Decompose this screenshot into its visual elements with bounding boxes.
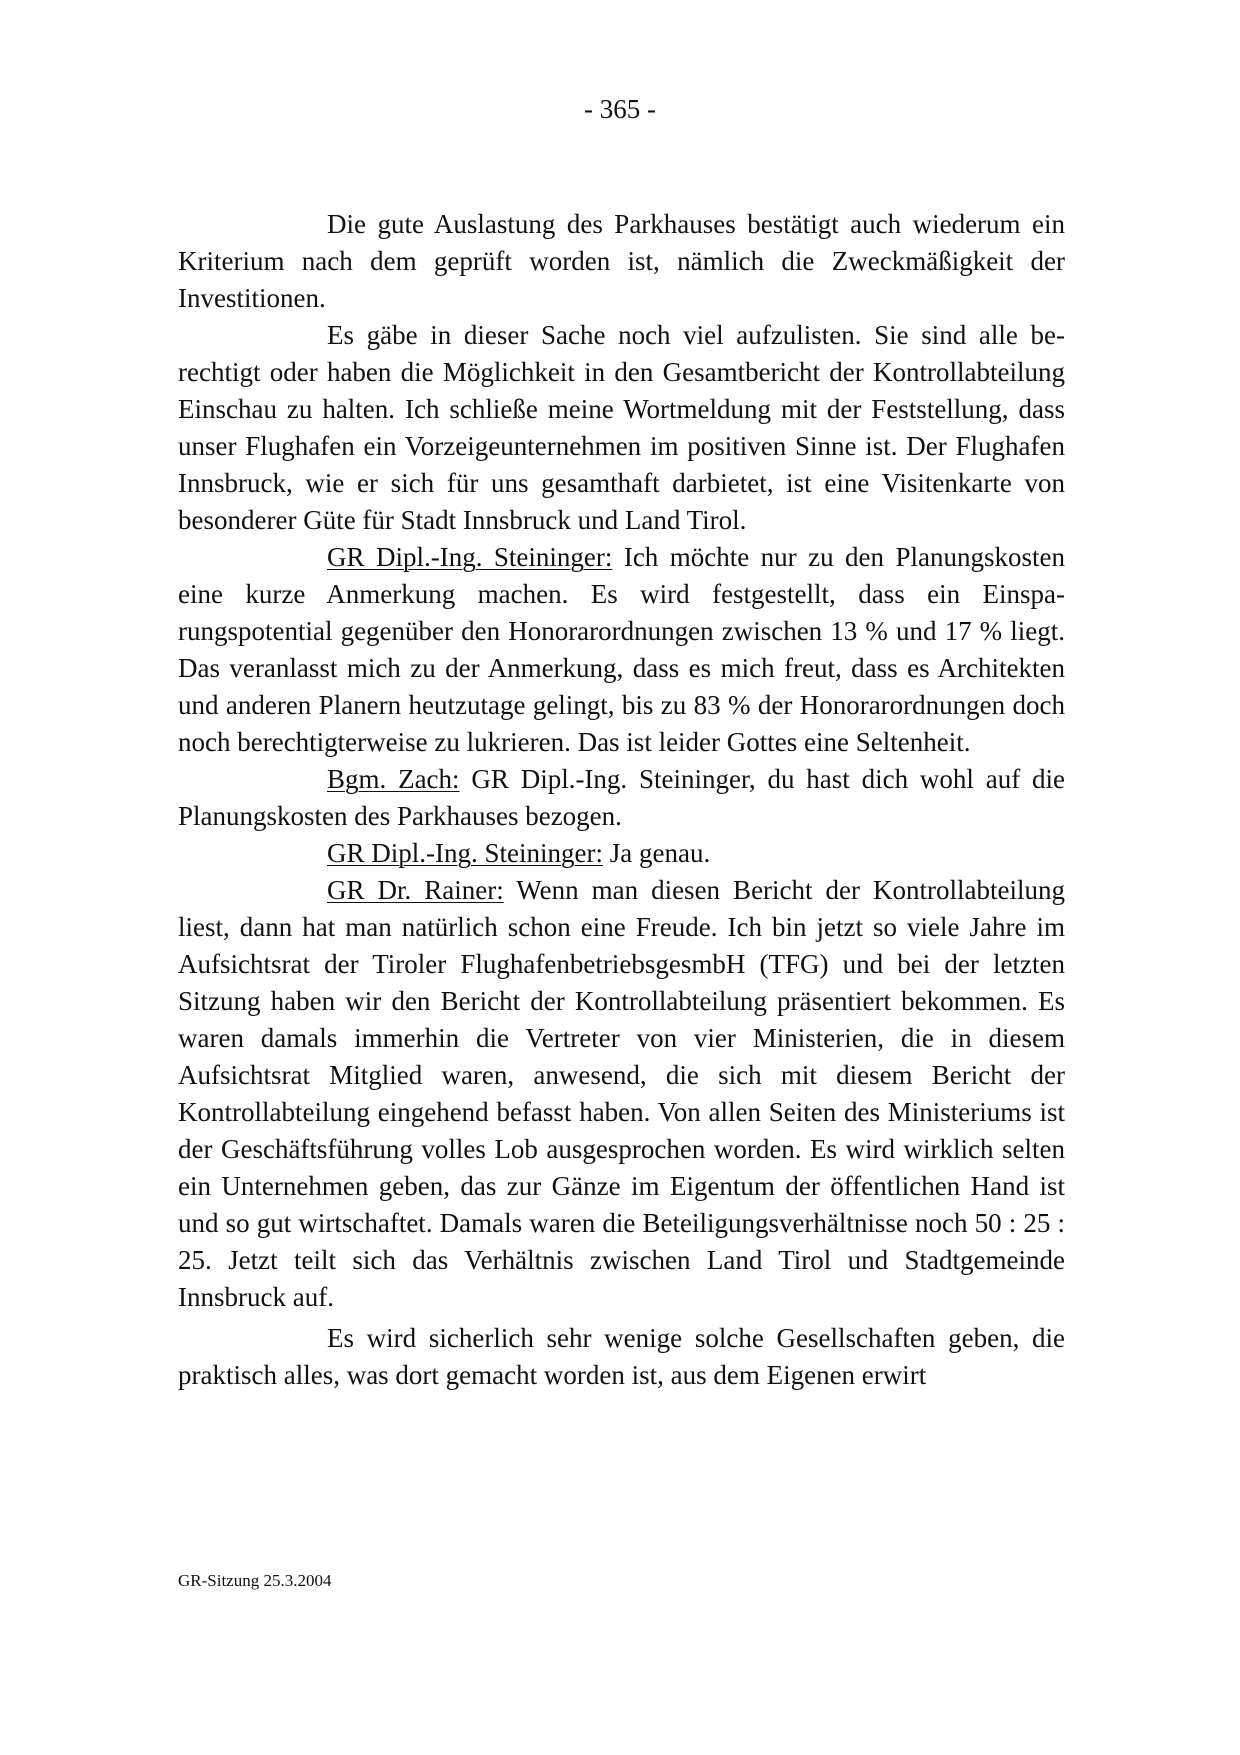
paragraph-text: Ich möchte nur zu den Planungskosten eine kurze Anmerkung machen. Es wird festgestellt, dass ein Einsparungspotential gegenüber den Honorarordnungen zwischen 13 % und 17 % liegt. Das veranlasst mich zu der Anmerkung, dass es mich freut, dass es Architekten und anderen Planern heutzutage gelingt, bis zu 83 % der Honorarordnungen doch noch berechtigterweise zu lukrieren. Das ist leider Gottes eine Seltenheit.: [178, 542, 1065, 757]
paragraph-5: [178, 835, 1065, 872]
speaker-name: GR Dipl.-Ing. Steininger:: [327, 542, 613, 572]
paragraph-text: Es wird sicherlich sehr wenige solche Gesellschaften geben, die praktisch alles, was dort gemacht worden ist, aus dem Eigenen erwirt: [178, 1323, 1065, 1390]
paragraph-text: GR Dipl.-Ing. Steininger, du hast dich wohl auf die Planungskosten des Parkhauses bezogen.: [178, 764, 1065, 831]
paragraph-2: [178, 317, 1065, 539]
paragraph-4: [178, 761, 1065, 835]
paragraph-text: Wenn man diesen Bericht der Kontrollabteilung liest, dann hat man natürlich schon eine Freude. Ich bin jetzt so viele Jahre im Aufsichtsrat der Tiroler FlughafenbetriebsgesmbH (TFG) und bei der letzten Sitzung haben wir den Bericht der Kontrollabteilung präsentiert bekommen. Es waren damals immerhin die Vertreter von vier Ministerien, die in diesem Aufsichtsrat Mitglied waren, anwesend, die sich mit diesem Bericht der Kontrollabteilung eingehend befasst haben. Von allen Seiten des Ministeriums ist der Geschäftsführung volles Lob ausgesprochen worden. Es wird wirklich selten ein Unternehmen geben, das zur Gänze im Eigentum der öffentlichen Hand ist und so gut wirtschaftet. Damals waren die Beteiligungsverhältnisse noch 50 : 25 : 25. Jetzt teilt sich das Verhältnis zwischen Land Tirol und Stadtgemeinde Innsbruck auf.: [178, 875, 1065, 1312]
speaker-name: GR Dr. Rainer:: [327, 875, 504, 905]
page-number: - 365 -: [584, 94, 656, 124]
paragraph-3: [178, 539, 1065, 761]
paragraph-6: [178, 872, 1065, 1316]
footer-session-date: GR-Sitzung 25.3.2004: [178, 1571, 332, 1590]
speaker-name: GR Dipl.-Ing. Steininger:: [327, 838, 603, 868]
speaker-name: Bgm. Zach:: [327, 764, 460, 794]
document-body: [178, 206, 1065, 1394]
paragraph-7: [178, 1320, 1065, 1394]
paragraph-1: [178, 206, 1065, 317]
paragraph-text: Die gute Auslastung des Parkhauses bestätigt auch wiederum ein Kriterium nach dem geprüft worden ist, nämlich die Zweckmäßigkeit der Investitionen.: [178, 209, 1065, 313]
paragraph-text: Es gäbe in dieser Sache noch viel aufzulisten. Sie sind alle berechtigt oder haben die Möglichkeit in den Gesamtbericht der Kontrollabteilung Einschau zu halten. Ich schließe meine Wortmeldung mit der Feststellung, dass unser Flughafen ein Vorzeigeunternehmen im positiven Sinne ist. Der Flughafen Innsbruck, wie er sich für uns gesamthaft darbietet, ist eine Visitenkarte von besonderer Güte für Stadt Innsbruck und Land Tirol.: [178, 320, 1065, 535]
paragraph-text: Ja genau.: [602, 838, 711, 868]
